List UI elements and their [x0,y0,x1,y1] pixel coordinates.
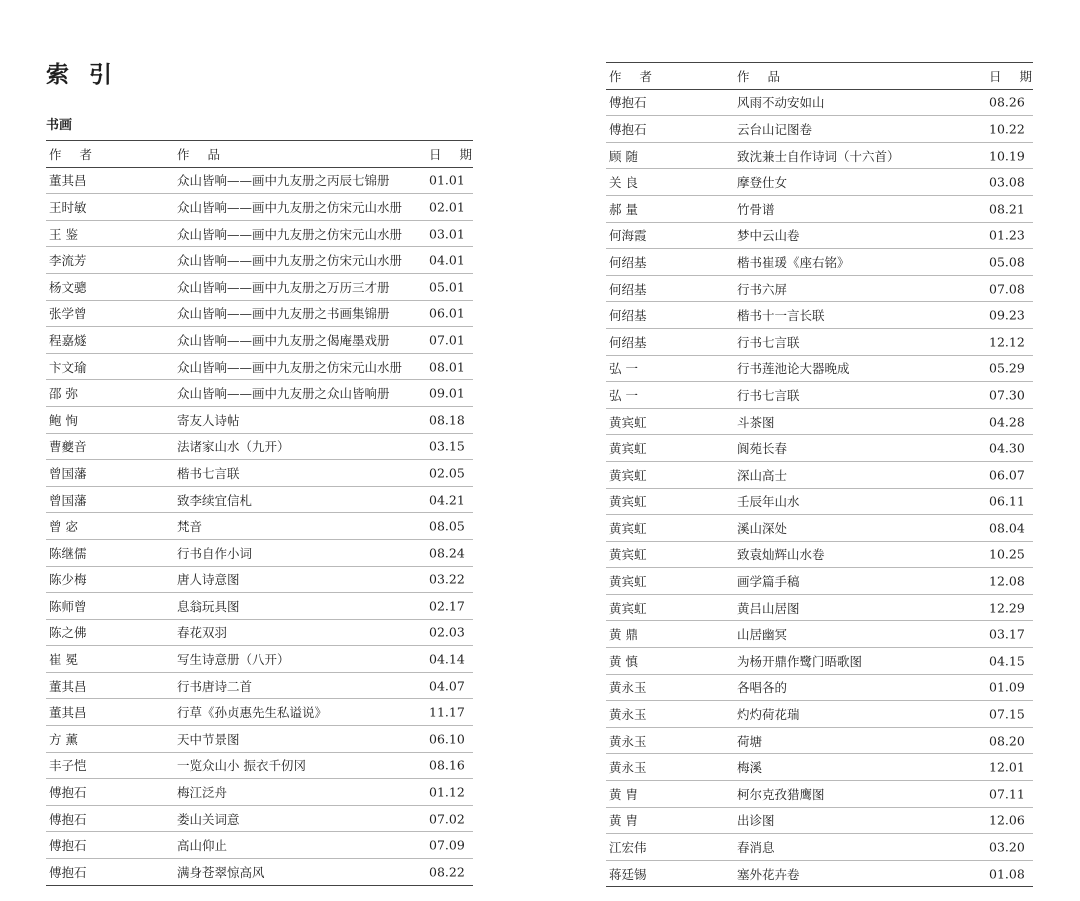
author-cell: 傅抱石 [49,811,87,827]
date-cell: 04.30 [989,440,1025,456]
table-row [606,861,1033,888]
work-cell: 摩登仕女 [737,175,788,191]
date-cell: 06.10 [429,731,465,747]
table-row [46,620,473,647]
date-cell: 12.01 [989,759,1025,775]
date-cell: 08.18 [429,412,465,428]
table-row [606,409,1033,436]
author-cell: 陈师曾 [49,598,87,614]
work-cell: 春花双羽 [177,625,228,641]
work-cell: 寄友人诗帖 [177,412,240,428]
section-heading: 书画 [46,118,73,133]
work-cell: 行书七言联 [737,387,800,403]
author-cell: 弘 一 [609,361,638,377]
table-header [606,62,1039,90]
work-cell: 梵音 [177,519,203,535]
author-cell: 王时敏 [49,199,87,215]
table-row [46,779,473,806]
table-row [606,356,1033,383]
work-cell: 众山皆响——画中九友册之仿宋元山水册 [177,226,403,242]
table-row [606,276,1033,303]
author-cell: 黄宾虹 [609,574,647,590]
date-cell: 01.09 [989,679,1025,695]
author-cell: 傅抱石 [609,121,647,137]
table-row [606,462,1033,489]
work-cell: 竹骨谱 [737,201,775,217]
date-cell: 10.25 [989,546,1025,562]
date-cell: 08.26 [989,94,1025,110]
work-cell: 行书莲池论大器晚成 [737,361,850,377]
date-cell: 08.24 [429,545,465,561]
date-cell: 03.20 [989,839,1025,855]
author-cell: 黄宾虹 [609,600,647,616]
work-cell: 行草《孙贞惠先生私谥说》 [177,705,328,721]
table-row [606,329,1033,356]
table-row [606,728,1033,755]
date-cell: 06.07 [989,467,1025,483]
table-row [606,648,1033,675]
work-cell: 唐人诗意图 [177,572,240,588]
date-cell: 01.12 [429,784,465,800]
date-cell: 05.08 [989,254,1025,270]
work-cell: 深山高士 [737,467,788,483]
work-cell: 楷书崔瑗《座右铭》 [737,254,850,270]
date-cell: 10.22 [989,121,1025,137]
date-cell: 12.08 [989,573,1025,589]
table-row [606,808,1033,835]
date-cell: 10.19 [989,148,1025,164]
date-cell: 11.17 [429,704,465,720]
table-row [46,646,473,673]
table-row [46,380,473,407]
table-row [46,832,473,859]
work-cell: 天中节景图 [177,731,240,747]
work-cell: 壬辰年山水 [737,494,800,510]
author-cell: 何绍基 [609,308,647,324]
table-row [606,435,1033,462]
author-cell: 何海霞 [609,228,647,244]
work-cell: 高山仰止 [177,838,228,854]
date-cell: 02.05 [429,465,465,481]
work-cell: 息翁玩具图 [177,598,240,614]
date-cell: 09.23 [989,307,1025,323]
work-cell: 出诊图 [737,813,775,829]
work-cell: 众山皆响——画中九友册之偈庵墨戏册 [177,332,390,348]
table-row [46,567,473,594]
date-cell: 01.01 [429,172,465,188]
date-cell: 04.15 [989,653,1025,669]
author-cell: 黄 鼎 [609,627,638,643]
author-cell: 董其昌 [49,678,87,694]
table-row [46,407,473,434]
work-cell: 黄吕山居图 [737,600,800,616]
author-cell: 曾国藩 [49,492,87,508]
work-cell: 为杨开鼎作鹭门晤歌图 [737,653,863,669]
date-cell: 07.01 [429,332,465,348]
work-cell: 行书七言联 [737,334,800,350]
author-cell: 崔 冕 [49,652,78,668]
author-cell: 蒋廷锡 [609,866,647,882]
date-cell: 12.29 [989,600,1025,616]
author-cell: 程嘉燧 [49,332,87,348]
table-row [606,834,1033,861]
author-cell: 黄宾虹 [609,441,647,457]
author-cell: 曾国藩 [49,465,87,481]
author-cell: 张学曾 [49,306,87,322]
table-row [46,699,473,726]
author-cell: 黄永玉 [609,760,647,776]
table-row [606,90,1033,117]
date-cell: 05.29 [989,360,1025,376]
table-row [46,673,473,700]
date-cell: 08.05 [429,518,465,534]
table-row [46,434,473,461]
work-cell: 梅江泛舟 [177,785,228,801]
work-cell: 梦中云山卷 [737,228,800,244]
table-row [606,302,1033,329]
author-cell: 陈少梅 [49,572,87,588]
work-cell: 一览众山小 振衣千仞冈 [177,758,306,774]
date-cell: 06.01 [429,305,465,321]
author-cell: 黄宾虹 [609,414,647,430]
table-row [46,726,473,753]
author-cell: 黄宾虹 [609,520,647,536]
table-row [46,327,473,354]
header-date: 日 期 [989,68,1039,84]
table-row [606,542,1033,569]
header-work: 作 品 [177,146,227,162]
work-cell: 斗茶图 [737,414,775,430]
date-cell: 03.17 [989,626,1025,642]
author-cell: 董其昌 [49,173,87,189]
author-cell: 卞文瑜 [49,359,87,375]
author-cell: 陈之佛 [49,625,87,641]
author-cell: 黄宾虹 [609,547,647,563]
work-cell: 梅溪 [737,760,763,776]
author-cell: 傅抱石 [49,838,87,854]
table-row [606,568,1033,595]
table-row [46,354,473,381]
author-cell: 黄 胄 [609,786,638,802]
date-cell: 09.01 [429,385,465,401]
work-cell: 风雨不动安如山 [737,95,825,111]
date-cell: 08.04 [989,520,1025,536]
work-cell: 娄山关词意 [177,811,240,827]
author-cell: 傅抱石 [609,95,647,111]
author-cell: 黄永玉 [609,680,647,696]
date-cell: 07.15 [989,706,1025,722]
date-cell: 03.01 [429,226,465,242]
work-cell: 画学篇手稿 [737,574,800,590]
table-row [606,382,1033,409]
author-cell: 李流芳 [49,253,87,269]
work-cell: 各唱各的 [737,680,788,696]
author-cell: 曾 宓 [49,519,78,535]
table-row [46,194,473,221]
table-row [46,301,473,328]
work-cell: 众山皆响——画中九友册之众山皆响册 [177,386,390,402]
author-cell: 江宏伟 [609,840,647,856]
table-row [46,247,473,274]
table-row [46,460,473,487]
work-cell: 楷书十一言长联 [737,308,825,324]
table-row [606,621,1033,648]
author-cell: 王 鉴 [49,226,78,242]
author-cell: 邵 弥 [49,386,78,402]
author-cell: 黄 慎 [609,653,638,669]
table-row [46,859,473,886]
date-cell: 06.11 [989,493,1025,509]
work-cell: 行书自作小词 [177,545,253,561]
work-cell: 春消息 [737,840,775,856]
date-cell: 12.12 [989,334,1025,350]
table-row [46,806,473,833]
work-cell: 致李续宜信札 [177,492,253,508]
author-cell: 关 良 [609,175,638,191]
work-cell: 塞外花卉卷 [737,866,800,882]
work-cell: 法诸家山水（九开） [177,439,290,455]
date-cell: 02.01 [429,199,465,215]
date-cell: 08.22 [429,864,465,880]
work-cell: 众山皆响——画中九友册之万历三才册 [177,279,390,295]
table-row [606,781,1033,808]
work-cell: 众山皆响——画中九友册之仿宋元山水册 [177,199,403,215]
date-cell: 08.01 [429,359,465,375]
author-cell: 黄宾虹 [609,467,647,483]
work-cell: 楷书七言联 [177,465,240,481]
work-cell: 众山皆响——画中九友册之丙辰七锦册 [177,173,390,189]
work-cell: 满身苍翠惊高风 [177,864,265,880]
work-cell: 柯尔克孜猎鹰图 [737,786,825,802]
author-cell: 丰子恺 [49,758,87,774]
table-row [46,168,473,195]
work-cell: 致袁灿辉山水卷 [737,547,825,563]
work-cell: 众山皆响——画中九友册之书画集锦册 [177,306,390,322]
date-cell: 04.01 [429,252,465,268]
table-row [46,274,473,301]
date-cell: 04.07 [429,678,465,694]
table-row [46,487,473,514]
work-cell: 行书唐诗二首 [177,678,253,694]
date-cell: 05.01 [429,279,465,295]
author-cell: 弘 一 [609,387,638,403]
work-cell: 溪山深处 [737,520,788,536]
date-cell: 04.28 [989,414,1025,430]
author-cell: 方 薰 [49,731,78,747]
date-cell: 07.30 [989,387,1025,403]
table-row [606,143,1033,170]
author-cell: 杨文骢 [49,279,87,295]
date-cell: 07.11 [989,786,1025,802]
author-cell: 郝 量 [609,201,638,217]
table-row [606,489,1033,516]
table-row [46,513,473,540]
date-cell: 03.15 [429,438,465,454]
page-title: 索 引 [46,61,119,88]
work-cell: 灼灼荷花瑞 [737,707,800,723]
work-cell: 众山皆响——画中九友册之仿宋元山水册 [177,253,403,269]
date-cell: 02.17 [429,598,465,614]
date-cell: 02.03 [429,624,465,640]
work-cell: 山居幽冥 [737,627,788,643]
work-cell: 云台山记图卷 [737,121,813,137]
date-cell: 08.21 [989,201,1025,217]
table-row [46,221,473,248]
work-cell: 写生诗意册（八开） [177,652,290,668]
author-cell: 曹夔音 [49,439,87,455]
work-cell: 众山皆响——画中九友册之仿宋元山水册 [177,359,403,375]
work-cell: 行书六屏 [737,281,788,297]
work-cell: 致沈兼士自作诗词（十六首） [737,148,900,164]
author-cell: 何绍基 [609,254,647,270]
author-cell: 陈继儒 [49,545,87,561]
date-cell: 08.20 [989,733,1025,749]
author-cell: 董其昌 [49,705,87,721]
table-row [606,754,1033,781]
table-row [606,196,1033,223]
author-cell: 黄永玉 [609,707,647,723]
table-header [46,140,479,168]
table-row [46,593,473,620]
table-row [606,223,1033,250]
date-cell: 07.08 [989,281,1025,297]
author-cell: 黄永玉 [609,733,647,749]
table-row [606,116,1033,143]
index-table-right [606,62,1039,887]
work-cell: 阆苑长春 [737,441,788,457]
author-cell: 顾 随 [609,148,638,164]
header-author: 作 者 [609,68,659,84]
date-cell: 03.22 [429,571,465,587]
date-cell: 01.23 [989,227,1025,243]
author-cell: 傅抱石 [49,785,87,801]
header-work: 作 品 [737,68,787,84]
table-row [606,675,1033,702]
work-cell: 荷塘 [737,733,763,749]
table-row [606,515,1033,542]
author-cell: 何绍基 [609,281,647,297]
author-cell: 何绍基 [609,334,647,350]
author-cell: 黄 胄 [609,813,638,829]
author-cell: 傅抱石 [49,864,87,880]
table-row [606,701,1033,728]
date-cell: 12.06 [989,812,1025,828]
date-cell: 03.08 [989,174,1025,190]
header-author: 作 者 [49,146,99,162]
table-row [46,753,473,780]
date-cell: 08.16 [429,757,465,773]
table-row [606,169,1033,196]
header-date: 日 期 [429,146,479,162]
index-table-left [46,140,479,886]
table-row [606,595,1033,622]
table-row [606,249,1033,276]
table-row [46,540,473,567]
author-cell: 黄宾虹 [609,494,647,510]
date-cell: 07.02 [429,811,465,827]
date-cell: 07.09 [429,837,465,853]
date-cell: 04.14 [429,651,465,667]
date-cell: 04.21 [429,492,465,508]
date-cell: 01.08 [989,866,1025,882]
author-cell: 鲍 恂 [49,412,78,428]
